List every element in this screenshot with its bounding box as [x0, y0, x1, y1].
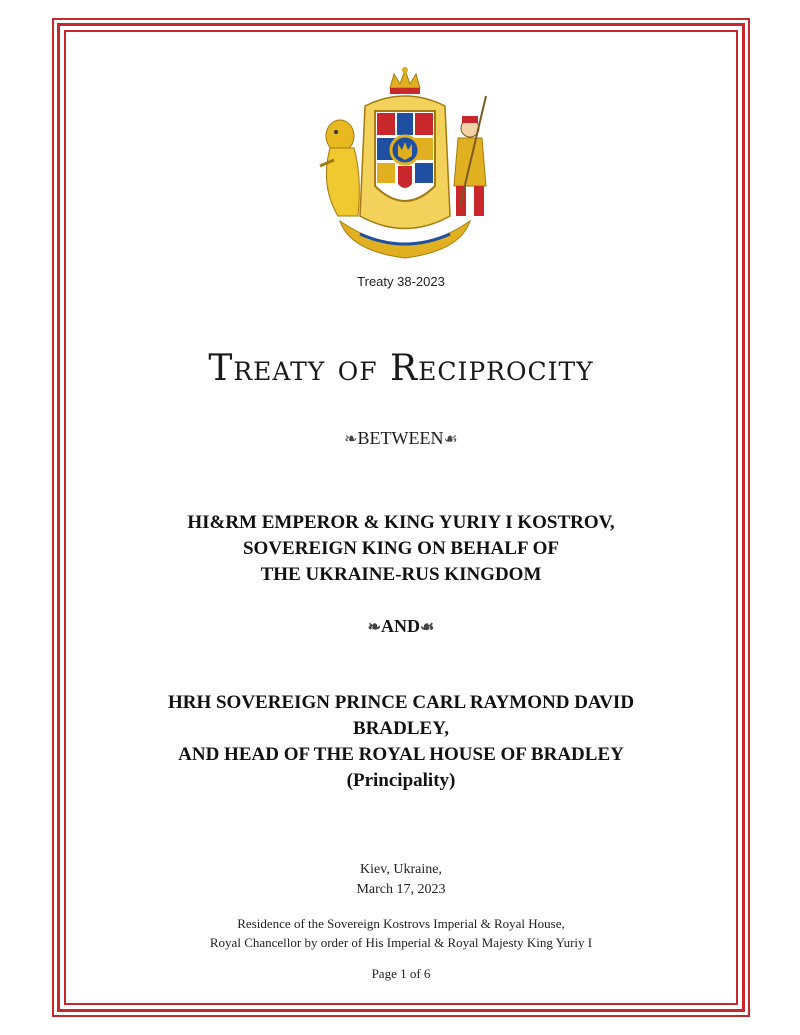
party-one-line: HI&RM EMPEROR & KING YURIY I KOSTROV,	[187, 512, 615, 533]
cossack-supporter-icon	[454, 96, 486, 216]
floral-ornament-left-icon: ❧	[344, 431, 358, 448]
party-two-line: (Principality)	[346, 770, 456, 791]
between-label: BETWEEN	[357, 428, 444, 448]
shield-icon	[375, 111, 435, 201]
party-one	[70, 510, 732, 588]
residence-line: Royal Chancellor by order of His Imperial & Royal Majesty King Yuriy I	[209, 935, 593, 950]
coat-of-arms-icon	[310, 66, 500, 276]
floral-ornament-left-icon: ❧	[367, 619, 382, 636]
residence-note	[70, 914, 732, 952]
place-and-date	[70, 860, 732, 900]
treaty-number: Treaty 38-2023	[357, 274, 445, 289]
party-two	[70, 690, 732, 794]
party-one-line: THE UKRAINE-RUS KINGDOM	[260, 564, 542, 585]
and-label: AND	[381, 616, 421, 636]
lion-supporter-icon	[320, 120, 359, 216]
place: Kiev, Ukraine,	[360, 862, 442, 877]
date: March 17, 2023	[356, 882, 446, 897]
party-two-line: HRH SOVEREIGN PRINCE CARL RAYMOND DAVID	[167, 692, 635, 713]
crown-icon	[390, 67, 420, 94]
party-one-line: SOVEREIGN KING ON BEHALF OF	[242, 538, 559, 559]
party-two-line: BRADLEY,	[353, 718, 449, 739]
party-two-line: AND HEAD OF THE ROYAL HOUSE OF BRADLEY	[178, 744, 624, 765]
page-number: Page 1 of 6	[371, 966, 431, 981]
floral-ornament-right-icon: ☙	[443, 431, 458, 448]
between-heading	[70, 428, 732, 449]
and-heading	[70, 616, 732, 637]
floral-ornament-right-icon: ☙	[420, 619, 435, 636]
treaty-page	[70, 36, 732, 999]
page-title: Treaty of Reciprocity	[208, 348, 594, 389]
residence-line: Residence of the Sovereign Kostrovs Imperial & Royal House,	[237, 916, 565, 931]
